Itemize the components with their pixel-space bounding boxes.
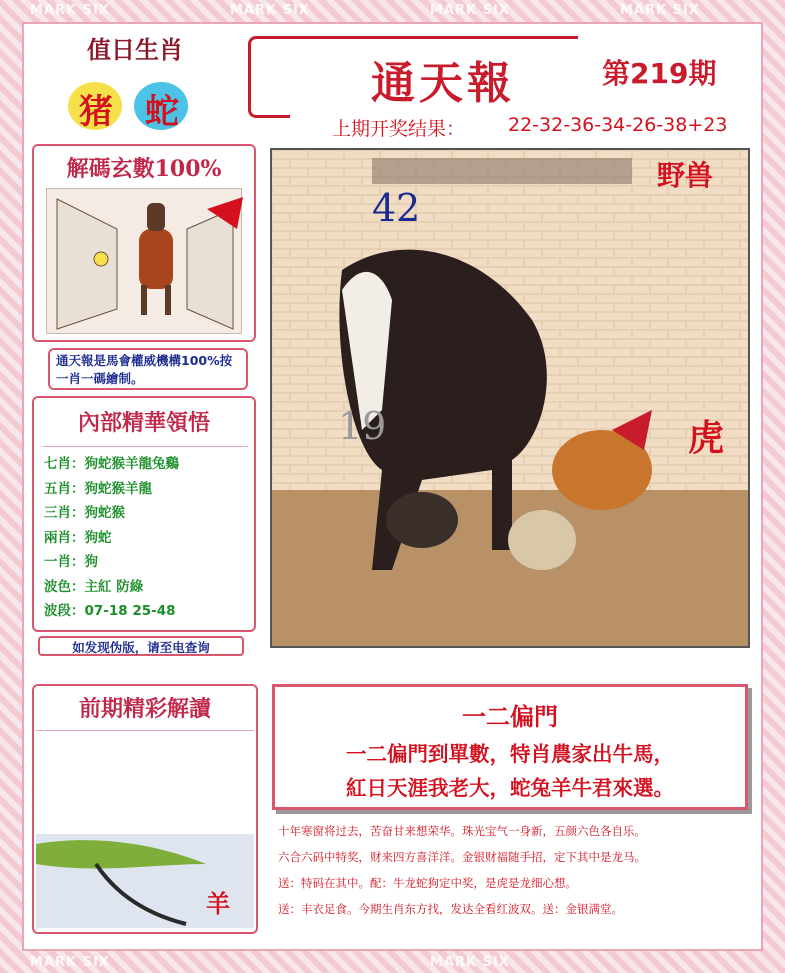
divider (36, 730, 254, 731)
horse-stable-illustration (46, 188, 242, 334)
watermark-text: MARK SIX (230, 3, 310, 18)
watermark-text: MARK SIX (620, 3, 700, 18)
last-result-label: 上期开奖结果： (332, 118, 466, 140)
list-item: 兩肖：狗蛇 (44, 529, 112, 546)
divider (42, 446, 248, 447)
verse-text (278, 818, 748, 922)
poem-line: 一二偏門到單數，特肖農家出牛馬， (346, 742, 674, 766)
poem-box (272, 684, 748, 810)
review-title: 前期精彩解讀 (78, 696, 211, 722)
watermark-text: MARK SIX (430, 955, 510, 970)
watermark-text: MARK SIX (430, 3, 510, 18)
issue-number: 第219期 (602, 57, 717, 90)
corner-label: 野兽 (657, 159, 714, 192)
inside-title: 內部精華領悟 (77, 410, 210, 436)
horse-icon (47, 189, 243, 335)
decode-note: 通天報是馬會權威機構100%按一肖一碼繪制。 (48, 348, 248, 390)
hint-number: 42 (372, 186, 421, 230)
review-panel (32, 684, 258, 934)
list-item: 五肖：狗蛇猴羊龍 (44, 480, 152, 497)
counterfeit-notice: 如发现伪版，请至电查询 (38, 636, 244, 656)
watermark-text: MARK SIX (30, 3, 110, 18)
watermark-text: MARK SIX (30, 955, 110, 970)
verse-line: 十年寒窗将过去，苦奋甘来想荣华。珠光宝气一身新，五颜六色各自乐。 (278, 824, 646, 838)
verse-line: 六合六码中特奖，财来四方喜洋洋。金银财福随手招，定下其中是龙马。 (278, 850, 646, 864)
duty-animal-1: 猪 (79, 92, 113, 132)
inside-rows (44, 452, 254, 624)
duty-animals-box (60, 30, 210, 135)
title-banner (248, 36, 578, 118)
decode-panel (32, 144, 256, 342)
list-item: 一肖：狗 (44, 554, 98, 570)
list-item: 波色：主紅 防綠 (44, 578, 144, 595)
decode-title: 解碼玄數100% (66, 156, 222, 182)
duty-animal-2: 蛇 (145, 92, 179, 132)
poem-title: 一二偏門 (462, 702, 558, 731)
issue-box (588, 40, 736, 100)
page-title: 通天報 (371, 58, 515, 109)
list-item: 波段：07-18 25-48 (44, 603, 176, 619)
list-item: 三肖：狗蛇猴 (44, 505, 125, 521)
review-badge: 羊 (206, 889, 230, 918)
hint-number: 19 (338, 404, 387, 448)
verse-line: 送：丰衣足食。今期生肖东方找，发达全看红波双。送：金银满堂。 (278, 902, 623, 916)
list-item: 七肖：狗蛇猴羊龍兔鷄 (44, 456, 179, 472)
animal-label: 虎 (688, 417, 725, 459)
verse-line: 送：特码在其中。配：牛龙蛇狗定中奖，是虎是龙细心想。 (278, 876, 577, 890)
poem-line: 紅日天涯我老大，蛇兔羊牛君來選。 (346, 776, 674, 800)
last-result-bar (290, 112, 760, 142)
barnyard-illustration (272, 150, 748, 646)
review-illustration (36, 834, 254, 928)
main-photo (270, 148, 750, 648)
duty-label: 值日生肖 (87, 35, 183, 64)
last-result-value: 22-32-36-34-26-38+23 (508, 114, 728, 136)
